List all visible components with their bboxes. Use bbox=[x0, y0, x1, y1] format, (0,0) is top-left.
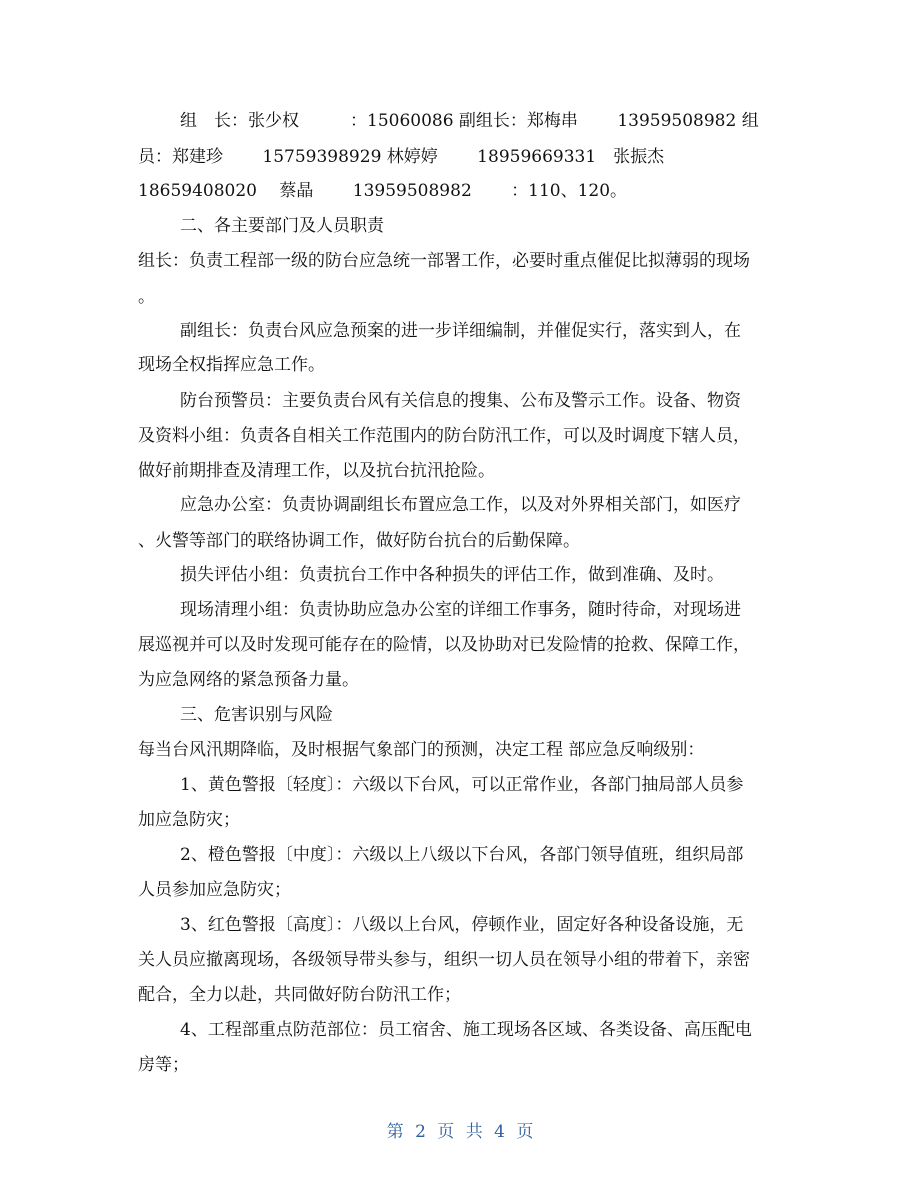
section-heading: 三、危害识别与风险 bbox=[180, 705, 333, 725]
text-line: 关人员应撤离现场，各级领导带头参与，组织一切人员在领导小组的带着下，亲密 bbox=[138, 950, 750, 970]
text-line: 2、橙色警报〔中度〕：六级以上八级以下台风，各部门领导值班，组织局部 bbox=[180, 845, 744, 865]
text-line: 应急办公室：负责协调副组长布置应急工作，以及对外界相关部门，如医疗 bbox=[180, 495, 741, 515]
text-line: 。 bbox=[138, 287, 155, 307]
text-line: 加应急防灾； bbox=[138, 810, 240, 830]
text-line: 防台预警员：主要负责台风有关信息的搜集、公布及警示工作。设备、物资 bbox=[180, 391, 741, 411]
text-line: 及资料小组：负责各自相关工作范围内的防台防汛工作，可以及时调度下辖人员， bbox=[138, 426, 750, 446]
text-line: 组 长：张少权 ：15060086 副组长：郑梅串 13959508982 组 bbox=[180, 111, 759, 131]
text-line: 3、红色警报〔高度〕：八级以上台风，停顿作业，固定好各种设备设施，无 bbox=[180, 915, 744, 935]
text-line: 组长：负责工程部一级的防台应急统一部署工作，必要时重点催促比拟薄弱的现场 bbox=[138, 251, 750, 271]
text-line: 18659408020 蔡晶 13959508982 ：110、120。 bbox=[138, 181, 628, 201]
text-line: 展巡视并可以及时发现可能存在的险情，以及协助对已发险情的抢救、保障工作， bbox=[138, 635, 750, 655]
text-line: 、火警等部门的联络协调工作，做好防台抗台的后勤保障。 bbox=[138, 531, 580, 551]
text-line: 4、工程部重点防范部位：员工宿舍、施工现场各区域、各类设备、高压配电 bbox=[180, 1020, 752, 1040]
text-line: 副组长：负责台风应急预案的进一步详细编制，并催促实行，落实到人，在 bbox=[180, 321, 741, 341]
text-line: 人员参加应急防灾； bbox=[138, 880, 291, 900]
section-heading: 二、各主要部门及人员职责 bbox=[180, 216, 384, 236]
text-line: 为应急网络的紧急预备力量。 bbox=[138, 670, 359, 690]
text-line: 房等； bbox=[138, 1055, 189, 1075]
text-line: 现场清理小组：负责协助应急办公室的详细工作事务，随时待命，对现场进 bbox=[180, 600, 741, 620]
text-line: 做好前期排查及清理工作，以及抗台抗汛抢险。 bbox=[138, 461, 495, 481]
text-line: 员：郑建珍 15759398929 林婷婷 18959669331 张振杰 bbox=[138, 147, 665, 167]
text-line: 配合，全力以赴，共同做好防台防汛工作； bbox=[138, 985, 461, 1005]
text-line: 损失评估小组：负责抗台工作中各种损失的评估工作，做到准确、及时。 bbox=[180, 565, 724, 585]
text-line: 每当台风汛期降临，及时根据气象部门的预测，决定工程 部应急反响级别： bbox=[138, 740, 705, 760]
text-line: 1、黄色警报〔轻度〕：六级以下台风，可以正常作业，各部门抽局部人员参 bbox=[180, 775, 744, 795]
page-number-footer: 第 2 页 共 4 页 bbox=[386, 1122, 534, 1142]
text-line: 现场全权指挥应急工作。 bbox=[138, 355, 325, 375]
